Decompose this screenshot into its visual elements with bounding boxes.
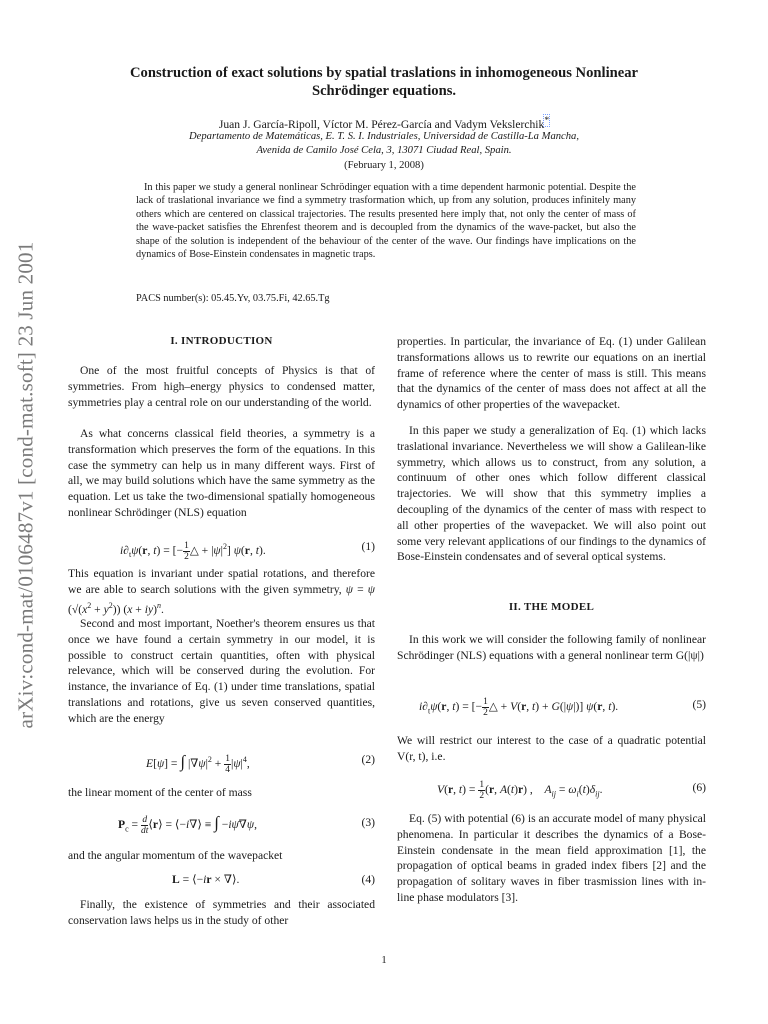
- equation-2-body: E[ψ] = ∫ $|\nabla\psi|^2$ + $\frac{1}{4}$ $|\psi|^4$,: [146, 751, 250, 775]
- affiliation: [60, 130, 708, 158]
- equation-3-number: (3): [361, 816, 375, 829]
- author-footnote-link[interactable]: *: [544, 115, 550, 126]
- arxiv-identifier: arXiv:cond-mat/0106487v1 [cond-mat.soft] 23 Jun 2001: [13, 241, 38, 729]
- title-line-2: Schrödinger equations.: [311, 83, 457, 99]
- affiliation-line-2: Avenida de Camilo José Cela, 3, 13071 Ciudad Real, Spain.: [256, 145, 512, 156]
- intro-paragraph-7: Finally, the existence of symmetries and their associated conservation laws helps us in the study of other: [68, 898, 375, 927]
- equation-4-body: L = ⟨−ir × ∇⟩.: [172, 873, 240, 886]
- page-number: 1: [381, 955, 387, 966]
- model-paragraph-3: Eq. (5) with potential (6) is an accurate model of many physical phenomena. In particular it describes the dynamics of a Bose-Einstein condensate in the mean field approximation [1], the propagation of optical beams in graded index fibers [2] and the propagation of solitary waves in fiber trasmission lines with in-line phase modulators [3].: [397, 812, 706, 904]
- equation-4-number: (4): [361, 873, 375, 886]
- arxiv-sidebar-stamp: [6, 180, 46, 790]
- intro-paragraph-5: the linear moment of the center of mass: [68, 786, 252, 799]
- equation-6-number: (6): [692, 781, 706, 794]
- model-paragraph-2: We will restrict our interest to the case of a quadratic potential V(r, t), i.e.: [397, 734, 706, 763]
- equation-2: [68, 751, 375, 775]
- intro-paragraph-8: properties. In particular, the invariance of Eq. (1) under Galilean transformations allows us to rewrite our equations on an inertial frame of reference where the center of mass is still. This means that the dynamics of the center of mass does not affect at all the dynamics of other properties of the wavepacket.: [397, 335, 706, 412]
- title-line-1: Construction of exact solutions by spatial traslations in inhomogeneous Nonlinear: [130, 65, 638, 81]
- equation-5: [397, 694, 706, 718]
- equation-1-number: (1): [361, 540, 375, 553]
- equation-2-number: (2): [361, 753, 375, 766]
- equation-6-body: V(r, t) = $\frac{1}{2}$ (r, A(t)r) , $A_{ij} = \omega_i(t)\delta_{ij}$.: [437, 780, 603, 801]
- abstract: In this paper we study a general nonlinear Schrödinger equation with a time dependent harmonic potential. Despite the lack of traslational invariance we find a symmetry trasformation which, up from any solution, produces infinitely many others which are centered on classical trajectories. The results presented here imply that, not only the center of mass of the wave-packet satisfies the Ehrenfest theorem and is decoupled from the dynamics of the wave-packet, but also the shape of the solution is independent of the behaviour of the center of the wave. Our findings have implications on the dynamics of Bose-Einstein condensates in magnetic traps.: [136, 182, 636, 261]
- equation-6: [397, 780, 706, 802]
- equation-1-body: $i\partial_t\psi(r$, t) = [− $\frac{1}{2}$ △ + $|\psi|^2$] ψ(r, t).: [120, 540, 266, 562]
- intro-paragraph-9: In this paper we study a generalization of Eq. (1) which lacks traslational invariance. Nevertheless we will show a Galilean-like symmetry, which allows us to construct, from any solution, a continuum of other ones which follow different classical trajectories. We will show that this symmetry implies a decoupling of the dynamics of the center of mass with respect to all other properties of the wavepacket. We will also point out some very relevant applications of our findings to the dynamics of Bose-Einstein condensates and of several optical systems.: [397, 424, 706, 564]
- affiliation-line-1: Departamento de Matemáticas, E. T. S. I. Industriales, Universidad de Castilla-La Mancha,: [189, 131, 579, 142]
- paper-date: (February 1, 2008): [344, 160, 424, 171]
- equation-4: [68, 872, 375, 890]
- equation-3: [68, 813, 375, 836]
- model-paragraph-1: In this work we will consider the following family of nonlinear Schrödinger (NLS) equations with a general nonlinear term G(|ψ|): [397, 633, 706, 662]
- equation-1: [68, 539, 375, 562]
- equation-5-body: $i\partial_t\psi(r$, t) = [− $\frac{1}{2}$ △ + V(r, t) + G(|ψ|)] ψ(r, t).: [419, 697, 619, 718]
- section-heading-model: II. THE MODEL: [508, 601, 595, 613]
- paper-title: [60, 64, 708, 100]
- intro-paragraph-3: This equation is invariant under spatial rotations, and therefore we are able to search solutions with the given symmetry, ψ = ψ $(√(x^2 + y^2)) (x + iy)^n$.: [68, 567, 375, 616]
- intro-paragraph-2: As what concerns classical field theories, a symmetry is a transformation which preserves the form of the equations. In this case the symmetry can help us in many different ways. First of all, we may build solutions which have the same symmetry as the equation. Let us take the two-dimensional spatially homogeneous nonlinear Schrödinger (NLS) equation: [68, 427, 375, 519]
- intro-paragraph-3-text: This equation is invariant under spatial rotations, and therefore we are able to search solutions with the given symmetry,: [68, 567, 375, 596]
- authors-text: Juan J. García-Ripoll, Víctor M. Pérez-García and Vadym Vekslerchik: [218, 117, 545, 131]
- section-heading-introduction: I. INTRODUCTION: [170, 335, 273, 347]
- equation-3-body: $P_c$ = $\frac{d}{dt}$ ⟨r⟩ = ⟨−i∇⟩ ≡ ∫ −iψ̄∇ψ,: [118, 813, 257, 836]
- pacs-numbers: PACS number(s): 05.45.Yv, 03.75.Fi, 42.65.Tg: [136, 293, 330, 304]
- intro-paragraph-4: Second and most important, Noether's theorem ensures us that once we have found a certain symmetry in our model, it is possible to construct certain quantities, often with physical relevance, which will be conserved during the evolution. For instance, the invariance of Eq. (1) under time translations, spatial translations and rotations, give us seven conserved quantities, which are the energy: [68, 617, 375, 725]
- intro-paragraph-1: One of the most fruitful concepts of Physics is that of symmetries. From high–energy physics to condensed matter, symmetries play a central role on our understanding of the world.: [68, 364, 375, 409]
- equation-5-number: (5): [692, 698, 706, 711]
- intro-paragraph-6: and the angular momentum of the wavepacket: [68, 849, 283, 862]
